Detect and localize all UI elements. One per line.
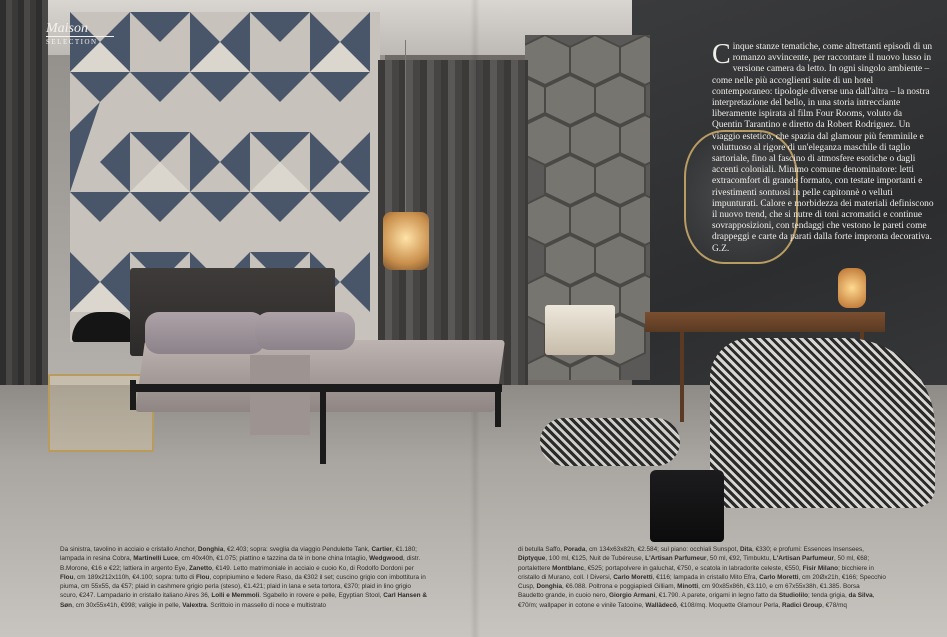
caption-right (518, 545, 886, 610)
caption-text: ; bicchiere in cristallo di Murano, coll. I Diversi, (518, 564, 874, 581)
caption-text: ; tenda grigia, (808, 592, 849, 600)
caption-brand: Carl Hansen & Søn (60, 592, 427, 609)
pillow (145, 312, 265, 354)
walnut-desk (645, 312, 885, 332)
caption-text: , €149. Letto matrimoniale in acciaio e cuoio Ko, di Rodolfo Dordoni per (212, 564, 414, 572)
leather-bag (650, 470, 724, 542)
caption-text: , cm 30x55x41h, €998; valigie in pelle, (72, 601, 183, 609)
caption-text: , cm 189x212x110h, €4.100; sopra: tutto di (73, 573, 196, 581)
dark-curtain (0, 0, 48, 445)
caption-brand: Lolli e Memmoli (211, 592, 260, 600)
caption-brand: Donghia (536, 583, 563, 591)
caption-brand: L'Artisan Parfumeur (645, 555, 707, 563)
caption-text: , €116; lampada in cristallo Mito Efra, (652, 573, 760, 581)
bed-leg (495, 385, 501, 427)
caption-brand: Carlo Moretti (759, 573, 799, 581)
leather-suitcases (545, 305, 615, 355)
caption-brand: Diptyque (518, 555, 546, 563)
caption-brand: Wallädecö (645, 601, 677, 609)
caption-brand: Studiolilo (778, 592, 808, 600)
caption-text: , cm 40x40h, €1.075; piattino e tazzina da tè in bone china Intaglio, (177, 555, 370, 563)
caption-text: , €1.180; lampada in resina Cobra, (60, 546, 417, 563)
caption-text: , 50 ml, €92, Timbuktu, (706, 555, 773, 563)
caption-text: , copripiumino e federe Raso, da €302 il set; cuscino grigio con imbottitura in piuma, cm 55x55, da €57; plaid in cashmere grigio perla (steso), €1.421; plaid in lana e seta tortora, €370; plaid in lino grigio scuro, €247. Lampadario in cristallo italiano Aires 36, (60, 573, 426, 600)
pillow (255, 312, 355, 350)
caption-text: , 100 ml, €125, Nuit de Tubéreuse, (545, 555, 646, 563)
bed-frame (132, 384, 502, 392)
caption-text: , €6.088. Poltrona e poggiapiedi Gilliam, (562, 583, 678, 591)
caption-brand: Montblanc (552, 564, 585, 572)
article-intro (712, 39, 934, 255)
caption-text: . Scrittoio in massello di noce e multistrato (206, 601, 327, 609)
caption-brand: Minotti (677, 583, 699, 591)
caption-brand: Flou (60, 573, 74, 581)
caption-text: , €1.790. A parete, origami in legno fatto da (655, 592, 779, 600)
bed-leg (320, 392, 326, 464)
page-gutter (470, 0, 480, 637)
caption-brand: Giorgio Armani (608, 592, 656, 600)
caption-text: , €2.403; sopra: sveglia da viaggio Pendulette Tank, (223, 546, 372, 553)
pendant-cord (405, 40, 406, 212)
houndstooth-armchair (710, 338, 935, 508)
caption-brand: Dita (739, 546, 753, 553)
caption-left (60, 545, 428, 610)
article-text: inque stanze tematiche, come altrettanti episodi di un romanzo avvincente, per raccontare il nuovo lusso in versione camera da letto. In ogni singolo ambiente – come nelle più accoglienti suite di un hotel contemporaneo: tipologie diverse una dall'altra – la nostra interpretazione del bello, in una storia intrecciante liberamente ispirata al film Four Rooms, voluto da Quentin Tarantino e diretto da Robert Rodriguez. Un viaggio estetico, che spazia dal glamour più femminile e voluttuoso al rigore di un'eleganza maschile di taglio sartoriale, fino al fascino di atmosfere esotiche o dagli accenti coloniali. Minimo comune denominatore: letti extracomfort di grande formato, con testate importanti e rivestimenti sontuosi in pelle capitonnè o velluti impunturati. Calore e morbidezza dei materiali definiscono il nuovo trend, che si nutre di toni acromatici e continue sovrapposizioni, con tendaggi che vestono le pareti come drappeggi e carte da parati dalla forte impronta decorativa. G.Z. (712, 42, 934, 254)
caption-brand: Cartier (371, 546, 393, 553)
caption-brand: Zanetto (188, 564, 213, 572)
caption-brand: Valextra (182, 601, 207, 609)
caption-text: . Sgabello in rovere e pelle, Egyptian Stool, (259, 592, 384, 600)
caption-brand: L'Artisan Parfumeur (772, 555, 834, 563)
caption-brand: Porada (563, 546, 586, 553)
logo-selection: SELECTION (46, 36, 114, 46)
caption-text: , distr. B.Morone, €16 e €22; lattiera in argento Eye, (60, 555, 421, 572)
houndstooth-ottoman (540, 418, 680, 466)
caption-text: , cm 90x85x86h, €3.110, e cm 67x55x38h, €1.385. Borsa Baudetto grande, in cuoio nero, (518, 583, 860, 600)
caption-text: , 50 ml, €68; portalettere (518, 555, 870, 572)
caption-text: , €78/mq (822, 601, 847, 609)
caption-brand: Carlo Moretti (613, 573, 653, 581)
caption-brand: Wedgwood (369, 555, 404, 563)
caption-brand: Radici Group (781, 601, 823, 609)
caption-text: , €108/mq. Moquette Glamour Perla, (676, 601, 782, 609)
caption-text: , €330; e profumi: Essences Insensees, (752, 546, 864, 553)
cashmere-throw (250, 355, 310, 435)
crystal-table-lamp (838, 268, 866, 308)
caption-text: , cm 134x63x82h, €2.584; sul piano: occhiali Sunspot, (585, 546, 740, 553)
caption-text: Da sinistra, tavolino in acciaio e cristallo Anchor, (60, 546, 198, 553)
caption-text: , cm 20Øx21h, €166; Specchio Cusp, (518, 573, 886, 591)
caption-brand: da Silva (848, 592, 873, 600)
bed-leg (130, 380, 136, 410)
caption-text: di betulla Saffo, (518, 546, 564, 553)
caption-brand: Donghia (197, 546, 224, 553)
caption-text: , €70/m; wallpaper in cotone e vinile Tatooine, (518, 592, 875, 609)
caption-brand: Fisir Milano (802, 564, 839, 572)
desk-leg (680, 332, 684, 422)
caption-brand: Flou (195, 573, 210, 581)
caption-brand: Martinelli Luce (133, 555, 178, 563)
caption-text: , €525; portapolvere in galuchat, €750, e scatola in labradorite celeste, €550, (584, 564, 803, 572)
drop-cap: C (712, 39, 731, 70)
magazine-logo (46, 22, 114, 46)
logo-maison: Maison (46, 21, 88, 36)
pendant-lamp (383, 212, 429, 270)
